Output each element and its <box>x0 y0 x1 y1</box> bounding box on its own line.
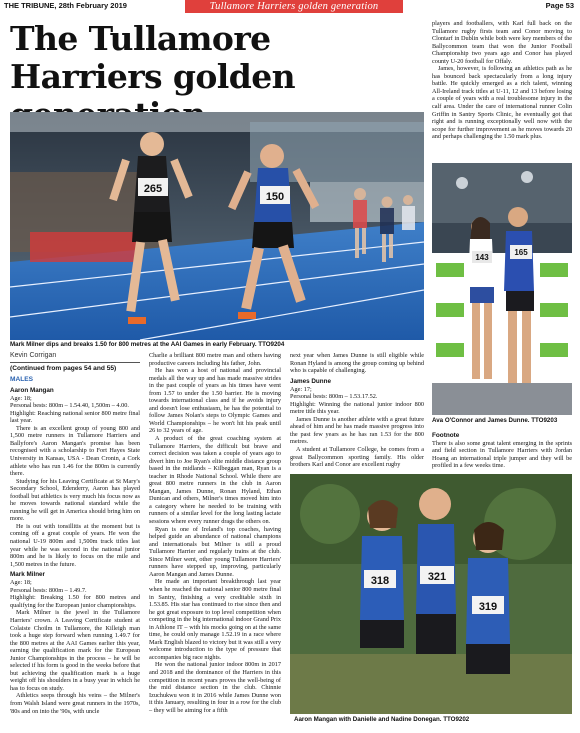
continued-note: (Continued from pages 54 and 55) <box>10 364 117 372</box>
paragraph: A product of the great coaching system at Tullamore Harriers, the difficult but brave and correct decision was taken a couple of years ago to divert him to Joe Ryan's elite middle distance group based in the midlands – Kilbeggan man, Ryan is a teacher in Rhode National School. While there are great 800 metre runners in the club in Aaron Mangan, James Dunne, Ronan Hyland, Ethan Dunican and others, Milner's times moved him into a category where he needed to be training with runners of a similar level for the long lasting lactate sessions where every runner drags the others on. <box>149 435 281 526</box>
paragraph: James Dunne is another athlete with a great future ahead of him and he has made massive progress into the past few years as he has ran 1.53 for the 800 metres. <box>290 415 424 446</box>
bib-number: 265 <box>143 183 163 195</box>
bib-number: 321 <box>427 571 447 583</box>
article-column-right-top <box>432 20 572 141</box>
footnote-text: There is also some great talent emerging in the sprints and field section in Tullamore Harriers with Jordan Hoang an international triple jumper and they will be profiled in a few weeks time. <box>432 439 572 470</box>
athlete-stat: Age: 17; <box>290 385 312 393</box>
article-headline: The Tullamore Harriers golden <box>10 19 296 96</box>
bib-number: 150 <box>265 191 285 203</box>
section-label-males: MALES <box>10 376 34 384</box>
paragraph: He has won a host of national and provincial medals all the way up and has made massive strides in the past couple of years as his times have went from 1.57 to under the 1.50 barrier. He is moving towards international class and if he avoids injury and doesn't lose enthusiasm, he has the potential to follow James Nolan's steps to Olympic Games and World Championships – he won't hit his peak until 26 to 32 years of age. <box>149 367 281 435</box>
paragraph: Athletics seeps through his veins – the Milner's from Walsh Island were great runners in the 1970s, '80s and on into the '90s, with uncle <box>10 692 140 715</box>
bottom-photo-caption: Aaron Mangan with Danielle and Nadine Donegan. TTO9202 <box>294 716 470 723</box>
section-banner: Tullamore Harriers golden generation <box>185 0 403 13</box>
main-photo <box>10 112 424 340</box>
paragraph: Studying for his Leaving Certificate at St Mary's Secondary School, Edenderry, Aaron has played football but athletics is very much his focus now as he moves towards national standard while the running he will get in America should bring him on more. <box>10 477 140 523</box>
paragraph: A student at Tullamore College, he comes from a great Ballycommon sporting family. His older brothers Karl and Conor are excellent rugby <box>290 446 424 469</box>
article-column-1 <box>10 352 140 715</box>
article-column-2 <box>149 352 281 714</box>
paragraph: James, however, is following an athletics path as he has bounced back spectacularly from a long injury battle. He quickly emerged as a rich talent, winning All-Ireland track titles at U-11, 12 and 13 before losing a couple of years with a real troublesome injury in the calf area. Under the care of international runner Colin Griffin in Santry Sports Clinic, he eventually got that right and is running exceptionally well now with the scope for further improvement as he moves towards 20 and perhaps challenging the 1.50 mark plus. <box>432 65 572 141</box>
paragraph: He won the national junior indoor 800m in 2017 and 2018 and the dominance of the Harriers in this competition in recent years proves the well-being of the mid distance section in the club. Chinnie Izuchukwu won it in 2016 while James Dunne won it this January, resulting in four in a row for the club – they will be aiming for a fifth <box>149 661 281 714</box>
paragraph: players and footballers, with Karl full back on the Tullamore rugby firsts team and Conor moving to Clontarf in Dublin while both were key members of the Ballycommon team that won the Junior Football Championship two years ago and Conor has played county U-20 football for Offaly. <box>432 20 572 65</box>
bottom-photo <box>290 474 572 714</box>
athlete-stat: Highlight: Reaching national senior 800 metre final last year. <box>10 409 140 425</box>
paragraph: Ryan is one of Ireland's top coaches, having helped guide an abundance of national champions and internationals but Milner is still a proud Tullamore Harrier and regularly trains at the club. Since Milner went, other young Tullamore Harriers' runners have stepped up, improving, particularly Aaron Mangan and James Dunne. <box>149 525 281 578</box>
athlete-name: James Dunne <box>290 377 331 385</box>
bib-number: 165 <box>514 248 528 257</box>
main-photo-caption: Mark Milner dips and breaks 1.50 for 800 metres at the AAI Games in early February. TTO9204 <box>10 341 285 348</box>
paragraph: Charlie a brilliant 800 metre man and others having productive careers including his father, John. <box>149 352 281 367</box>
paragraph: next year when James Dunne is still eligible while Ronan Hyland is among the group coming up behind who is capable of challenging. <box>290 352 424 375</box>
athlete-stat: Highlight: Winning the national junior indoor 800 metre title this year. <box>290 400 424 416</box>
athlete-stat: Highlight: Breaking 1.50 for 800 metres and qualifying for the European junior championships. <box>10 594 140 609</box>
bib-number: 318 <box>370 575 390 587</box>
page-number: Page 53 <box>545 1 574 10</box>
athlete-stat: Age: 18; <box>10 579 32 587</box>
byline: Kevin Corrigan <box>10 352 140 363</box>
footnote-title: Footnote <box>432 432 460 439</box>
article-column-3 <box>290 352 424 469</box>
paragraph: He is out with tonsillitis at the moment but is coming off a great couple of years. He won the national U-19 800m and 1,500m track titles last year while he was second in the national junior 800m and he is likely to focus on the mile and 1,500 metres in the future. <box>10 522 140 568</box>
athlete-name: Aaron Mangan <box>10 386 54 394</box>
athlete-stat: Personal bests: 800m – 1.53.17.52. <box>290 393 378 401</box>
paragraph: He made an important breakthrough last year when he reached the national senior 800 metre final in Santry, finishing a very creditable sixth in 1.53.85. His star has continued to rise since then and he got great exposure to top level competition when competing in the big international indoor Grand Prix in Athlone IT – with his mocks going on at the same time, he could only manage 1.52.19 in a race where Mark English blazed to victory but it was still a very welcome introduction to the type of pressure that accompanies big race nights. <box>149 578 281 661</box>
athlete-stat: Age: 18; <box>10 394 32 402</box>
side-photo-caption: Ava O'Connor and James Dunne. TTO9203 <box>432 417 558 424</box>
paragraph: Mark Milner is the jewel in the Tullamore Harriers' crown. A Leaving Certificate student at Colaiste Choilm in Tullamore, the Killeigh man took a huge step forward when running 1.49.7 for the 800 metres at the AAI Games earlier this year, earning the qualification mark for the European Junior Championships in the process – he will be selected if his form is good in the weeks before that but achieving the qualification mark is a huge weight off his shoulders in a busy year in which he has to focus on study. <box>10 609 140 692</box>
side-photo <box>432 163 572 415</box>
athlete-name: Mark Milner <box>10 571 45 579</box>
page-header-bar <box>0 0 580 14</box>
bib-number: 143 <box>475 253 489 262</box>
athlete-stat: Personal bests: 800m – 1.49.7. <box>10 586 87 594</box>
bib-number: 319 <box>478 601 498 613</box>
athlete-stat: Personal bests: 800m – 1.54.40, 1,500m – 4.00. <box>10 402 129 410</box>
footnote <box>432 432 572 470</box>
paragraph: There is an excellent group of young 800 and 1,500 metre runners in Tullamore Harriers and Ballyfore's Aaron Mangan's promise has been recognised with a scholarship to Fort Hayes State University in Kansas, USA - Dean Cronin, a Cork athlete who has run 1.46 for the 800m is currently there. <box>10 424 140 478</box>
publication-date: THE TRIBUNE, 28th February 2019 <box>4 1 127 10</box>
